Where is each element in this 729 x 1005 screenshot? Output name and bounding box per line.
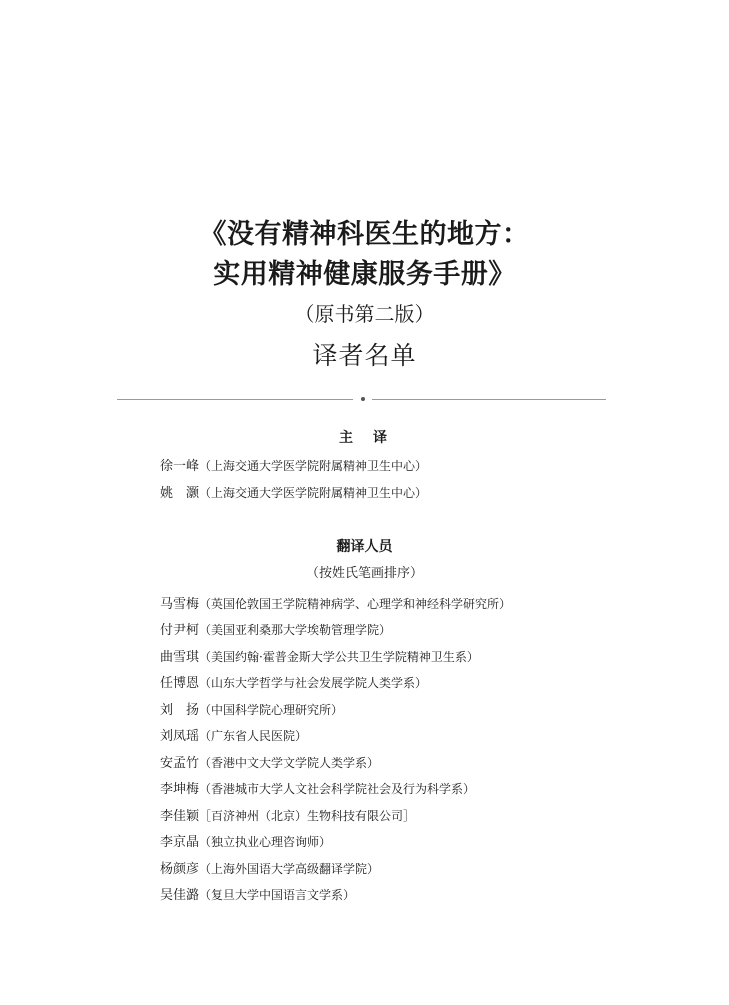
person-affiliation: （复旦大学中国语言文学系）: [199, 888, 356, 902]
person-name: 李佳颖: [160, 809, 200, 824]
person-affiliation: （独立执业心理咨询师）: [199, 835, 332, 849]
person-affiliation: （香港中文大学文学院人类学系）: [199, 756, 380, 770]
book-title-line-2: 实用精神健康服务手册》: [213, 259, 516, 290]
person-name: 吴佳潞: [160, 888, 200, 903]
translator-entry: [160, 806, 415, 827]
chief-translators-title: 主 译: [339, 430, 390, 446]
person-name: 杨颜彦: [160, 862, 200, 877]
chief-translator-entry: [160, 483, 427, 504]
person-affiliation: （上海交通大学医学院附属精神卫生中心）: [199, 459, 428, 473]
person-affiliation: （中国科学院心理研究所）: [199, 703, 344, 717]
person-name: 姚 灏: [160, 486, 200, 501]
person-name: 安孟竹: [160, 756, 200, 771]
person-affiliation: （上海交通大学医学院附属精神卫生中心）: [199, 486, 428, 500]
divider-left: [117, 399, 353, 400]
book-title-line-1: 《没有精神科医生的地方：: [199, 219, 530, 250]
translator-entry: [160, 726, 307, 747]
person-affiliation: （山东大学哲学与社会发展学院人类学系）: [199, 676, 428, 690]
translator-entry: [160, 779, 475, 800]
person-affiliation: （香港城市大学人文社会科学院社会及行为科学系）: [199, 782, 476, 796]
translator-entry: [160, 647, 479, 668]
page-heading: 译者名单: [312, 341, 417, 370]
person-name: 刘 扬: [160, 703, 200, 718]
person-name: 刘凤瑶: [160, 729, 200, 744]
person-affiliation: （英国伦敦国王学院精神病学、心理学和神经科学研究所）: [199, 597, 512, 611]
translator-entry: [160, 673, 427, 694]
chief-translator-entry: [160, 456, 427, 477]
divider-dot: [361, 397, 365, 401]
person-name: 任博恩: [160, 676, 200, 691]
person-affiliation: （广东省人民医院）: [199, 729, 308, 743]
person-name: 徐一峰: [160, 459, 200, 474]
person-name: 曲雪琪: [160, 650, 200, 665]
person-affiliation: ［百济神州（北京）生物科技有限公司］: [199, 809, 416, 823]
translator-entry: [160, 832, 331, 853]
translator-entry: [160, 700, 343, 721]
person-affiliation: （美国亚利桑那大学埃勒管理学院）: [199, 623, 392, 637]
person-name: 马雪梅: [160, 597, 200, 612]
person-affiliation: （美国约翰·霍普金斯大学公共卫生学院精神卫生系）: [199, 650, 479, 664]
translator-entry: [160, 594, 511, 615]
translator-entry: [160, 620, 391, 641]
person-name: 李坤梅: [160, 782, 200, 797]
person-affiliation: （上海外国语大学高级翻译学院）: [199, 862, 380, 876]
translators-title: 翻译人员: [336, 539, 393, 555]
translator-entry: [160, 885, 355, 906]
edition-subtitle: （原书第二版）: [294, 302, 435, 326]
person-name: 付尹柯: [160, 623, 200, 638]
translator-entry: [160, 753, 379, 774]
translator-entry: [160, 859, 379, 880]
person-name: 李京晶: [160, 835, 200, 850]
divider-right: [372, 399, 606, 400]
translators-sort-note: （按姓氏笔画排序）: [305, 566, 423, 581]
